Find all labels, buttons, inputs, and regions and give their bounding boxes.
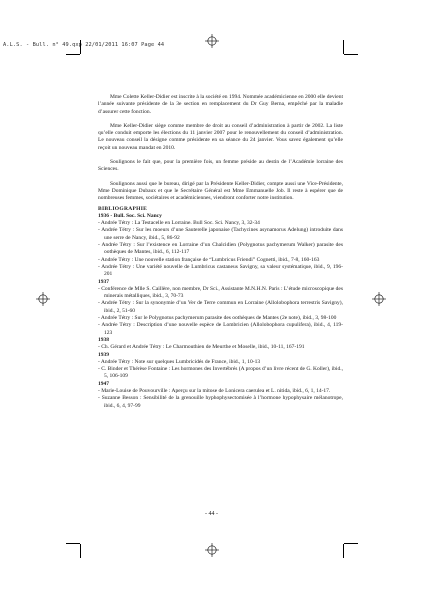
- bibliography-title: BIBLIOGRAPHIE: [98, 205, 148, 212]
- bibliography-entry: - Andrée Tétry : La Testacelle en Lorraine. Bull Soc. Sci. Nancy, 3, 32-34: [98, 220, 260, 227]
- paragraph: Mme Colette Keller-Didier est inscrite à la société en 1994. Nommée académicienne en 2000 elle devient l’année suivante présidente de la 3e section en remplacement du Dr Guy Berna, empêché par la maladie d’assurer cette fonction.: [98, 94, 343, 115]
- trim-mark-bottom-right-h: [344, 543, 358, 544]
- paragraph: Soulignons aussi que le bureau, dirigé par la Présidente Keller-Didier, compte aussi une Vice-Présidente, Mme Dominique Dubaux et que le Secrétaire Général est Mme Emmanuelle Job. Il reste à espérer que de nombreuses femmes, sociétaires et académiciennes, viendront conforter notre institution.: [98, 180, 343, 202]
- trim-mark-bottom-right-v: [343, 544, 344, 558]
- bibliography-entry: - Suzanne Besson : Sensibilité de la grenouille hyphophysectomisée à l’hormone hypophysaire mélanotrope, ibid., 6, 4, 97-99: [98, 395, 343, 409]
- registration-mark-bottom-icon: [205, 543, 219, 557]
- bibliography-year: 1947: [98, 380, 109, 387]
- bibliography-year: 1938: [98, 336, 109, 343]
- bibliography-group-1947: [98, 381, 343, 410]
- registration-mark-top-icon: [205, 34, 219, 48]
- bibliography-entry: - Andrée Tétry : Sur le Polygnotus pachymerum parasite des oothèques de Mantes (2e note), ibid., 3, 98-100: [98, 315, 337, 322]
- bibliography-entry: - Marie-Louise de Pouvourville : Aperçu sur la mitose de Lonicera caerulea et L. nitida, ibid., 6, 1, 14-17.: [98, 387, 331, 394]
- bibliography-entry: - Andrée Tétry : Une nouvelle station française de “Lumbricus Friendi” Cognetti, ibid., 7-8, 160-163: [98, 256, 320, 263]
- bibliography-entry: - Conférence de Mlle S. Caillère, non membre, Dr Sci., Assistante M.N.H.N. Paris : L’étude microscopique des minerais métalliques, ibid., 3, 70-73: [98, 285, 343, 300]
- trim-mark-bottom-left-h: [66, 543, 80, 544]
- paragraph: Soulignons le fait que, pour la première fois, un femme préside au destin de l’Académie lorraine des Sciences.: [98, 159, 343, 173]
- text-block: [98, 94, 343, 410]
- page-number: - 44 -: [205, 511, 218, 517]
- print-slug: A.L.S. - Bull. n° 49.qxp 22/01/2011 16:07 Page 44: [3, 42, 165, 48]
- bibliography-entry: - Andrée Tétry : Description d’une nouvelle espèce de Lombricien (Allolobophora cupulifera), ibid., 4, 119-123: [98, 322, 343, 336]
- bibliography-year: 1939: [98, 351, 109, 358]
- bibliography-entry: - Andrée Tétry : Une variété nouvelle de Lumbricus castaneus Savigny, sa valeur systématique, ibid., 9, 196-201: [98, 263, 343, 278]
- registration-mark-left-icon: [36, 292, 50, 306]
- trim-mark-top-left-h: [66, 54, 80, 55]
- bibliography-year: 1936 - Bull. Soc. Sci. Nancy: [98, 212, 162, 219]
- paragraph: Mme Keller-Didier siège comme membre de droit au conseil d’administration à partir de 2002. La liste qu’elle conduit emporte les élections du 11 janvier 2007 pour le renouvellement du conseil d’administration. Le nouveau conseil la désigne comme présidente en sa séance du 24 janvier. Vous savez également qu’elle reçoit un nouveau mandat en 2010.: [98, 122, 343, 151]
- bibliography-entry: - Andrée Tétry : Sur l’existence en Lorraine d’un Chalcidien (Polygnotus pachymerum Walker) parasite des oothèques de Mantes, ibid., 6, 112-117: [98, 242, 343, 256]
- bibliography-group-1936: [98, 213, 343, 279]
- bibliography-year: 1937: [98, 278, 109, 285]
- bibliography-entry: - Ch. Gérard et Andrée Tétry : Le Charmouthien de Meurthe et Moselle, ibid., 10-11, 167-191: [98, 344, 305, 351]
- bibliography-group-1939: [98, 352, 343, 381]
- bibliography-entry: - Andrée Tétry : Sur les moeurs d’une Sauterelle japonaise (Tachycines asynamorus Adelung) introduite dans une serre de Nancy, ibid., 5, 86-92: [98, 227, 343, 241]
- registration-mark-right-icon: [372, 292, 386, 306]
- bibliography-group-1937: [98, 279, 343, 337]
- bibliography-entry: - Andrée Tétry : Sur la synonymie d’un Ver de Terre commun en Lorraine (Allolobophora terrestris Savigny), ibid., 2, 51-60: [98, 300, 343, 314]
- bibliography-group-1938: [98, 337, 343, 352]
- trim-mark-top-right-v: [343, 40, 344, 54]
- bibliography-entry: - Andrée Tétry : Note sur quelques Lumbricidés de France, ibid., 1, 10-13: [98, 358, 261, 365]
- trim-mark-top-left-v: [80, 40, 81, 54]
- trim-mark-bottom-left-v: [80, 544, 81, 558]
- bibliography-entry: - C. Binder et Thérèse Fontaine : Les hormones des Invertébrés (A propos d’un livre récent de G. Koller), ibid., 5, 106-109: [98, 366, 343, 380]
- trim-mark-top-right-h: [344, 54, 358, 55]
